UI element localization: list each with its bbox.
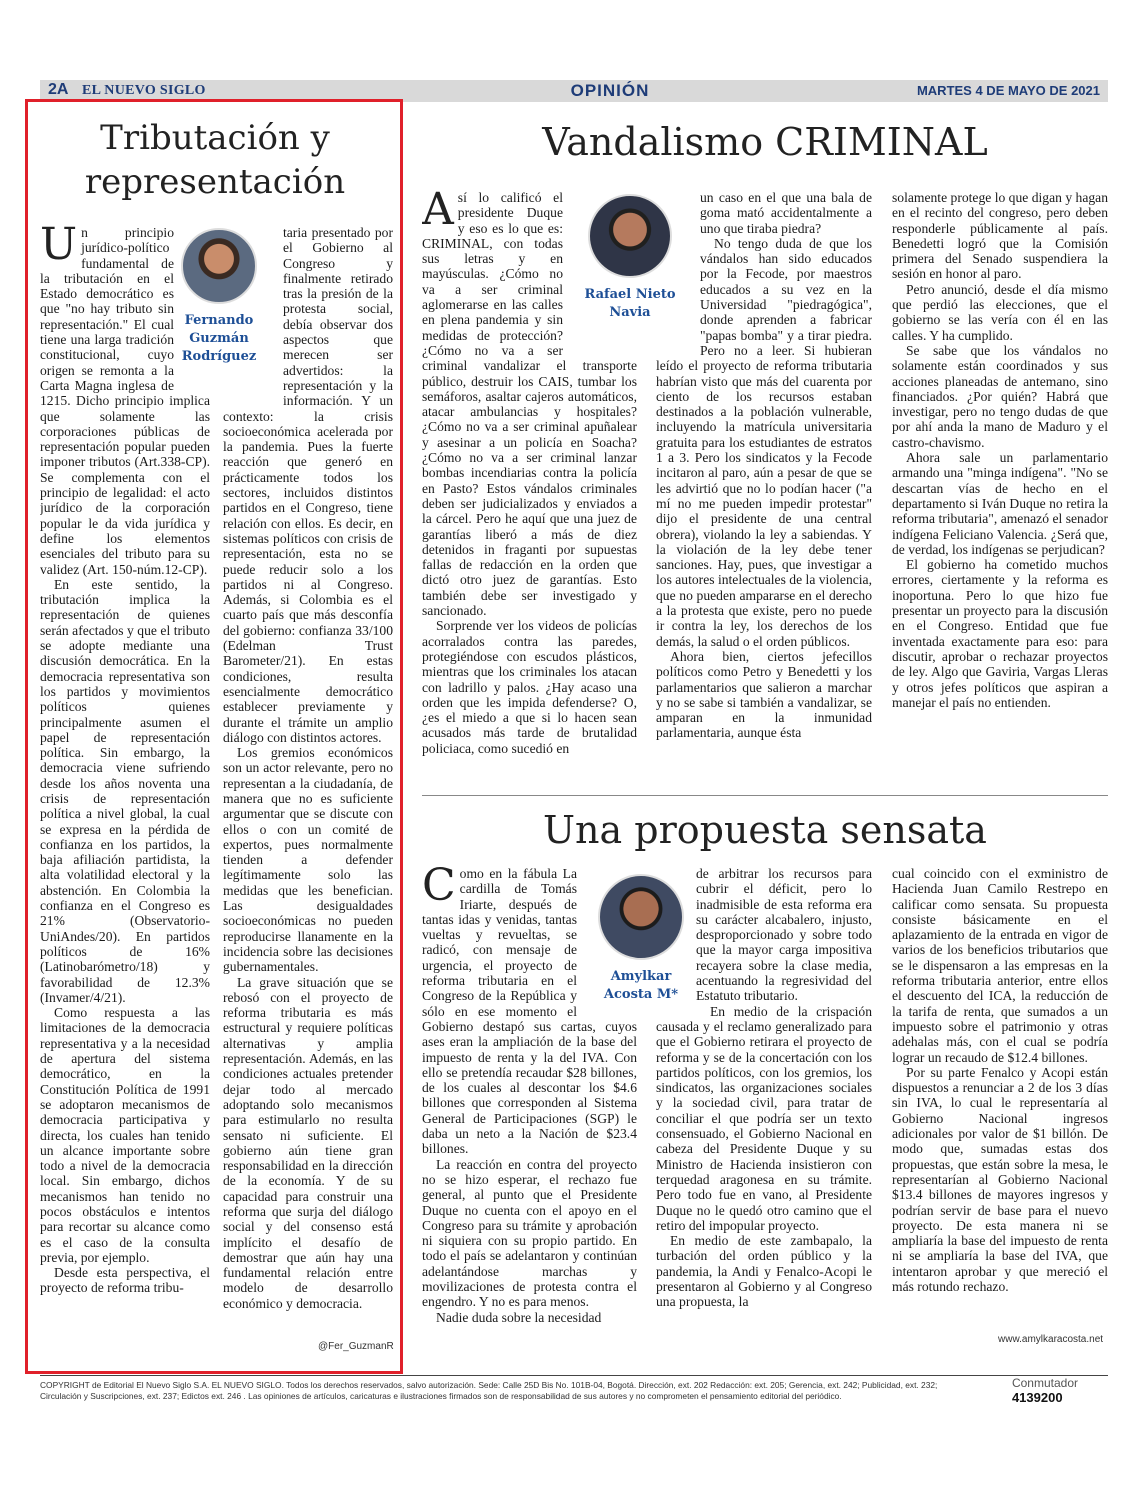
paragraph: taria presentado por el Gobierno al Congreso y finalmente retirado tras la presión de la protesta social, debía observar dos aspectos que merecen ser advertidos: la representación y la información. Y un contexto: la crisis socioeconómica acelerada por la pandemia. Pues la fuerte reacción que generó en prácticamente todos los sectores, incluidos distintos partidos en el Congreso, tiene relación con ellos. Es decir, en sistemas políticos con crisis de representación, esta no se puede reducir solo a los partidos ni al Congreso. Además, si Colombia es el cuarto país que más desconfía del gobierno: confianza 33/100 (Edelman Trust Barometer/21). En estas condiciones, resulta esencialmente democrático establecer previamente y durante el trámite un amplio diálogo con distintos actores. — [223, 225, 393, 745]
article3-title: Una propuesta sensata — [543, 808, 987, 852]
issue-date: MARTES 4 DE MAYO DE 2021 — [916, 83, 1100, 98]
footer — [40, 1375, 1108, 1405]
article2-title: Vandalismo CRIMINAL — [542, 120, 988, 164]
paragraph: La reacción en contra del proyecto no se hizo esperar, el rechazo fue general, al punto que el Presidente Duque no cuenta con el apoyo en el Congreso para su trámite y aprobación ni siquiera con su propio partido. En todo el país se adelantaron y continúan adelantándose marchas y movilizaciones de protesta contra el engendro. Y no es para menos. — [422, 1156, 637, 1310]
paragraph: un caso en el que una bala de goma mató accidentalmente a uno que tiraba piedra? — [700, 190, 872, 236]
article3-column-2 — [656, 866, 872, 1356]
section-divider — [422, 795, 1108, 796]
author-handle: @Fer_GuzmanR — [318, 1341, 394, 1352]
author-name-line: Amylkar — [610, 969, 672, 984]
article1-title — [40, 116, 390, 204]
article2-column-3 — [892, 190, 1108, 790]
paragraph: solamente protege lo que digan y hagan en el recinto del congreso, pero deben responderle públicamente al país. Benedetti logró que la Comisión primera del Senado suspendiera la sesión en honor al paro. — [892, 190, 1108, 282]
switchboard-number: 4139200 — [1011, 1390, 1063, 1405]
footer-legal — [40, 1380, 980, 1402]
paragraph: Petro anunció, desde el día mismo que perdió las elecciones, que el gobierno se las vería con él en las calles. Y ha cumplido. — [892, 281, 1108, 343]
paragraph-text: n principio jurídico-político fundamental de la tributación en el Estado democrático es que "no hay tributo sin representación." El cual tiene una larga tradición constitucional, cuyo origen se remonta a la Carta Magna inglesa de 1215. Dicho principio implica que solamente las corporaciones públicas de representación popular pueden imponer tributos (Art.338-CP). Se complementa con el principio de legalidad: el acto jurídico de la corporación popular le da vida jurídica y define los elementos esenciales del tributo para su validez (Art. 150-núm.12-CP). — [40, 225, 210, 577]
paragraph: Sorprende ver los videos de policías acorralados contra las paredes, protegiéndose con escudos plásticos, mientras que los criminales los atacan con ladrillo y palos. ¿Hay acaso una orden que les impida defenderse? O, ¿es el miedo a que si lo hacen sean acusados más tarde de brutalidad policiaca, como sucedió en — [422, 618, 637, 756]
paragraph: En este sentido, la tributación implica la representación de quienes serán afectados y que el tributo se adopte mediante una discusión democrática. En la democracia representativa son los partidos y movimientos políticos quienes principalmente asumen el papel de representación política. Sin embargo, la democracia viene sufriendo desde los años noventa una crisis de representación política a nivel global, la cual se expresa en la pérdida de confianza en los partidos, la baja afiliación partidista, la alta volatilidad electoral y la abstención. En Colombia la confianza en el Congreso es 21% (Observatorio-UniAndes/20). En partidos políticos de 16% (Latinobarómetro/18) y favorabilidad de 12.3% (Invamer/4/21). — [40, 576, 210, 1005]
paragraph: cual coincido con el exministro de Hacienda Juan Camilo Restrepo en calificar como sensata. Su propuesta consiste básicamente en el aplazamiento de la entrada en vigor de varios de los beneficios tributarios que se le dispensaron a las empresas en la reforma tributaria anterior, entre ellos el descuento del ICA, la reducción de la tarifa de renta, que sumados a un impuesto sobre el patrimonio y otras adehalas más, con el cual se podría lograr un recaudo de $12.4 billones. — [892, 866, 1108, 1065]
article2-column-2 — [656, 190, 872, 790]
author-name-line: Rafael Nieto — [584, 287, 676, 302]
article1-title-line1: Tributación y — [100, 118, 330, 158]
author-name-line: Fernando — [184, 313, 254, 328]
author-website: www.amylkaracosta.net — [998, 1334, 1104, 1345]
paragraph: Nadie duda sobre la necesidad — [436, 1309, 602, 1325]
paragraph: Como respuesta a las limitaciones de la democracia representativa y a la necesidad de apertura del sistema democrático, en la Constitución Política de 1991 se adoptaron mecanismos de democracia participativa y directa, los cuales han tenido un alcance importante sobre todo a nivel de la democracia local. Sin embargo, dichos mecanismos han tenido no pocos obstáculos e intentos para recortar su alcance como es el caso de la consulta previa, por ejemplo. — [40, 1005, 210, 1265]
paragraph: No tengo duda de que los vándalos han sido educados por la Fecode, por maestros educados a su vez en la Universidad "piedragógica", donde aprenden a fabricar "papas bomba" y a tirar piedra. Pero no a leer. Si hubieran leído el proyecto de reforma tributaria habrían visto que más del cuarenta por ciento de los recursos estaban destinados a la población vulnerable, incluyendo la matrícula universitaria gratuita para los estudiantes de estratos 1 a 3. Pero los sindicatos y la Fecode incitaron al paro, aún a pesar de que se les advirtió que no lo podían hacer ("a mí no me pueden impedir protestar" dijo el presidente de una central obrera), violando la ley a sabiendas. Y la violación de la ley debe tener sanciones. Hay, pues, que investigar a los autores intelectuales de la violencia, que no pueden ampararse en el derecho a la protesta que existe, pero no puede ir contra la ley, los derechos de los demás, la salud o el orden públicos. — [656, 235, 872, 649]
footer-line: Circulación y Suscripciones, ext. 237; Edictos ext. 246 . Las opiniones de artículos, caricaturas e ilustraciones firmados son de responsabilidad de sus autores y no comprometen el pensamiento editorial del periódico. — [40, 1391, 842, 1401]
paragraph: Los gremios económicos son un actor relevante, pero no representan a la ciudadanía, de manera que no es suficiente argumentar que se discute con ellos o con un comité de expertos, pues normalmente tienden a defender legítimamente solo las medidas que les benefician. Las desigualdades socioeconómicas no pueden reproducirse llanamente en la incidencia sobre las decisiones gubernamentales. — [223, 745, 393, 975]
author-name-line: Rodríguez — [181, 349, 257, 364]
author-name-line: Navia — [609, 305, 651, 320]
switchboard — [1012, 1376, 1078, 1405]
paragraph: En medio de la crispación causada y el reclamo generalizado para que el Gobierno retirara el proyecto de reforma y se de la concertación con los partidos políticos, con los gremios, los sindicatos, las organizaciones sociales y la sociedad civil, para tratar de conciliar el que podría ser un texto consensuado, el Gobierno Nacional en cabeza del Presidente Duque y su Ministro de Hacienda insistieron con terquedad aragonesa en su trámite. Pero todo fue en vano, al Presidente Duque no le quedó otro camino que el retiro del impopular proyecto. — [656, 1003, 872, 1233]
article1-title-line2: representación — [84, 162, 346, 202]
author-name-line: Guzmán — [189, 331, 249, 346]
dropcap: C — [422, 866, 456, 911]
paragraph-text: sí lo calificó el presidente Duque y eso es lo que es: CRIMINAL, con todas sus letras y en mayúsculas. ¿Cómo no va a ser criminal aglomerarse en las calles en plena pandemia y sin medidas de protección? ¿Cómo no va a ser criminal vandalizar el transporte público, destruir los CAIS, tumbar los semáforos, asaltar cajeros automáticos, atacar ambulancias y hospitales? ¿Cómo no va a ser criminal apuñalear y asesinar a un policía en Soacha? ¿Cómo no va a ser criminal lanzar bombas incendiarias contra la policía en Pasto? Estos vándalos criminales deben ser judicializados y enviados a la cárcel. Pero he aquí que una juez de garantías liberó a más de diez detenidos in fraganti por supuestas fallas de redacción en la orden que dictó otro juez de garantías. Esto también debe ser investigado y sancionado. — [422, 190, 637, 619]
article3-column-3 — [892, 866, 1108, 1326]
paragraph: La grave situación que se rebosó con el proyecto de reforma tributaria es más estructural y requiere políticas alternativas y amplia representación. Además, en las condiciones actuales pretender dejar todo al mercado adoptando solo mecanismos para estimularlo no resulta sensato ni suficiente. El gobierno aún tiene gran responsabilidad en la dirección de la economía. Y de su capacidad para construir una reforma que surja del diálogo social y del consenso está implícito el desafío de demostrar que aún hay una fundamental relación entre modelo de desarrollo económico y democracia. — [223, 974, 393, 1311]
dropcap: A — [422, 190, 454, 235]
newspaper-brand: EL NUEVO SIGLO — [82, 83, 206, 98]
article1-column-1 — [40, 225, 210, 1355]
paragraph: Por su parte Fenalco y Acopi están dispuestos a renunciar a 2 de los 3 días sin IVA, lo cual le representaría al Gobierno Nacional ingresos adicionales por valor de $1 billón. De modo que, sumadas estas dos propuestas, que están sobre la mesa, le representarían al Gobierno Nacional $13.4 billones de mayores ingresos y podrían servir de base para el nuevo proyecto. De esta manera ni se ampliaría la base del impuesto de renta ni se ampliaría la base del IVA, que intentaron aprobar y que mereció el más rotundo rechazo. — [892, 1064, 1108, 1295]
article1-column-2 — [223, 225, 393, 1333]
paragraph: Desde esta perspectiva, el proyecto de reforma tribu- — [40, 1265, 210, 1296]
switchboard-label: Conmutador — [1011, 1376, 1078, 1390]
paragraph: El gobierno ha cometido muchos errores, ciertamente y la reforma es inoportuna. Pero lo que hizo fue presentar un proyecto para la discusión en el Congreso. Entidad que fue inventada exactamente para eso: para discutir, aprobar o rechazar proyectos de ley. Algo que Gaviria, Vargas Lleras y otros jefes políticos que aspiran a manejar el país no entienden. — [892, 557, 1108, 710]
page-number: 2A — [48, 81, 69, 98]
paragraph: Ahora sale un parlamentario armando una "minga indígena". "No se descartan vías de hecho en el departamento si Iván Duque no retira la reforma tributaria", amenazó el senador indígena Feliciano Valencia. ¿Será que, de verdad, los indígenas se perjudican? — [892, 450, 1108, 557]
paragraph: En medio de este zambapalo, la turbación del orden público y la pandemia, la Andi y Fenalco-Acopi le presentaron al Gobierno y al Congreso una propuesta, la — [656, 1233, 872, 1310]
section-title: OPINIÓN — [570, 81, 650, 100]
article2-column-1 — [422, 190, 637, 790]
article3-column-1 — [422, 866, 637, 1356]
paragraph-text: omo en la fábula La cardilla de Tomás Iriarte, después de tantas idas y venidas, tantas vueltas y revueltas, se radicó, con mensaje de urgencia, el proyecto de reforma tributaria en el Congreso de la República y sólo en ese momento el Gobierno destapó sus cartas, cuyos ases eran la ampliación de la base del impuesto de renta y la del IVA. Con ello se pretendía recaudar $28 billones, de los cuales al descontar los $4.6 billones que corresponden al Sistema General de Participaciones (SGP) le daba un neto a la Nación de $23.4 billones. — [422, 866, 637, 1157]
paragraph: de arbitrar los recursos para cubrir el déficit, pero lo inadmisible de esta reforma era su carácter alcabalero, injusto, desproporcionado y sobre todo que la mayor carga impositiva recayera sobre la clase media, acentuando la regresividad del Estatuto tributario. — [696, 866, 872, 1004]
footer-line: COPYRIGHT de Editorial El Nuevo Siglo S.A. EL NUEVO SIGLO. Todos los derechos reservados, salvo autorización. Sede: Calle 25D Bis No. 101B-04, Bogotá. Dirección, ext. 202 Redacción: ext. 205; Gerencia, ext. 242; Publicidad, ext. 232; — [40, 1380, 938, 1390]
dropcap: U — [40, 225, 78, 270]
paragraph: Se sabe que los vándalos no solamente están coordinados y sus acciones planeadas de antemano, sino financiados. ¿Por quién? Habrá que investigar, pero no tengo dudas de que por ahí anda la mano de Maduro y el castro-chavismo. — [892, 342, 1108, 450]
paragraph: Ahora bien, ciertos jefecillos políticos como Petro y Benedetti y los parlamentarios que salieron a marchar y no se sabe si también a vandalizar, se amparan en la inmunidad parlamentaria, aunque ésta — [656, 648, 872, 741]
author-name-line: Acosta M* — [603, 987, 679, 1002]
